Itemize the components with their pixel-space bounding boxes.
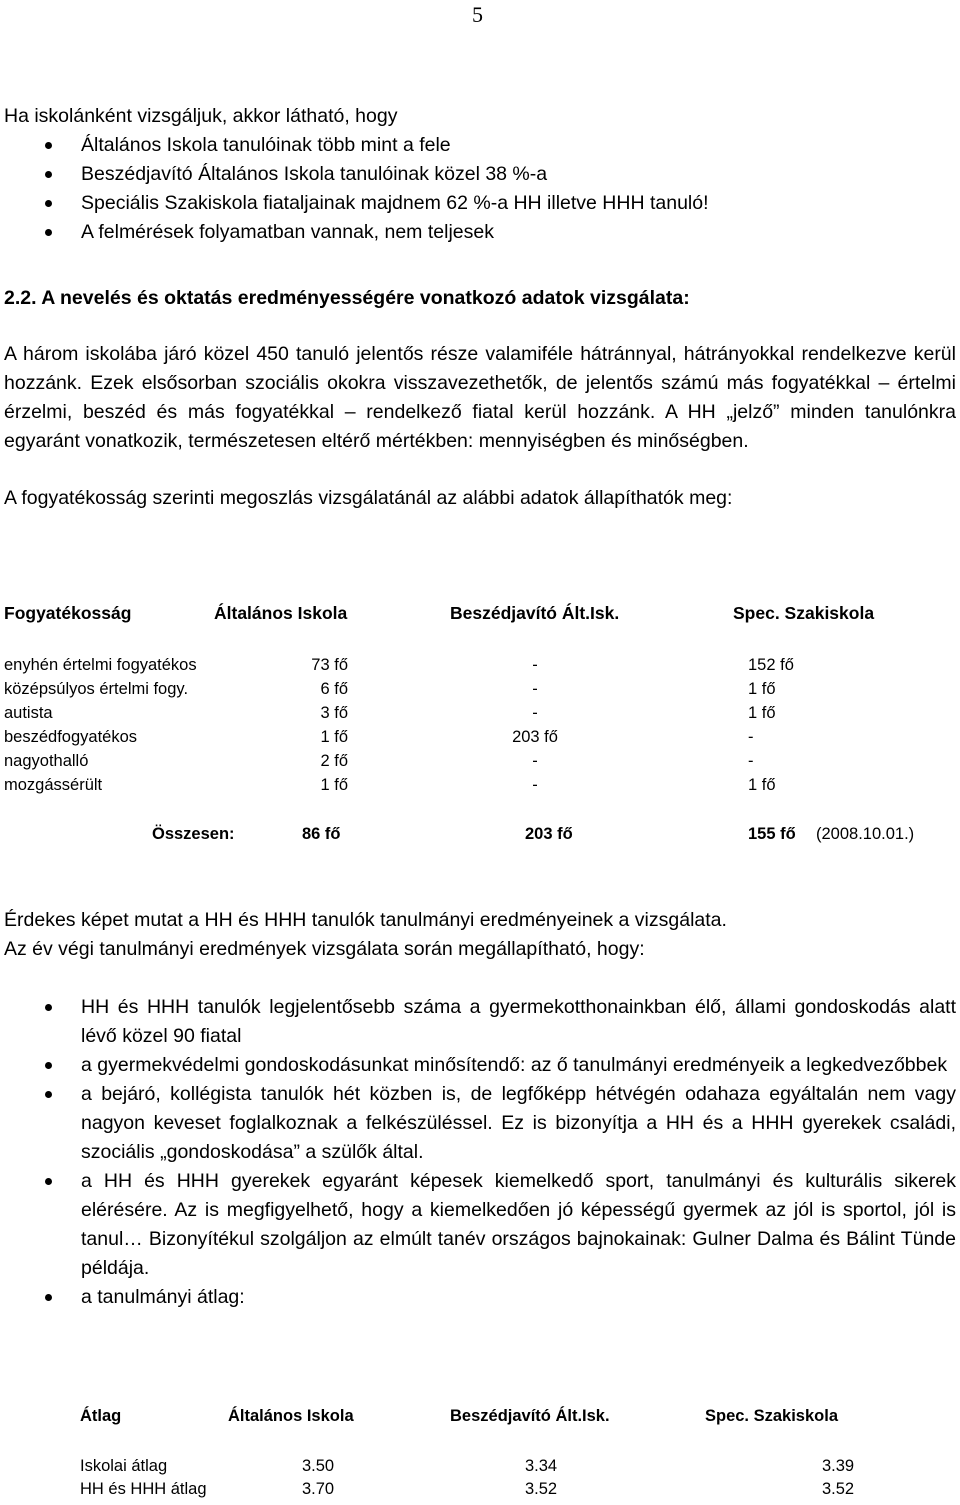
table-cell: 3.39 (822, 1457, 855, 1475)
table-header-cell: Átlag (80, 1407, 122, 1425)
total-label: Összesen: (152, 825, 235, 843)
table-cell: - (532, 704, 538, 722)
table-cell: középsúlyos értelmi fogy. (4, 680, 189, 698)
table-cell: - (748, 752, 754, 770)
total-value: 203 fő (525, 825, 573, 843)
intro-text: Ha iskolánként vizsgáljuk, akkor látható, hogy (4, 105, 398, 127)
table-cell: - (532, 656, 538, 674)
table-cell: beszédfogyatékos (4, 728, 138, 746)
table-cell: 1 fő (320, 776, 348, 794)
table-cell: - (532, 680, 538, 698)
total-value: 155 fő (748, 825, 796, 843)
table-cell: 1 fő (748, 680, 776, 698)
table-cell: HH és HHH átlag (80, 1480, 207, 1498)
total-value: 86 fő (302, 825, 341, 843)
table-cell: 2 fő (320, 752, 348, 770)
table-cell: - (748, 728, 754, 746)
list-item: HH és HHH tanulók legjelentősebb száma a gyermekotthonainkban élő, állami gondoskodás alatt lévő közel 90 fiatal (4, 993, 956, 1051)
table-cell: - (532, 752, 538, 770)
intro-bullet-list (4, 131, 956, 247)
list-item: a HH és HHH gyerekek egyaránt képesek kiemelkedő sport, tanulmányi és kulturális sikerek elérésére. Az is megfigyelhető, hogy a kiemelkedően jó képességű gyermek az jól is sportol, jól is tanul… Bizonyítékul szolgáljon az elmúlt tanév országos bajnokainak: Gulner Dalma és Bálint Tünde példája. (4, 1167, 956, 1283)
table-cell: 1 fő (748, 704, 776, 722)
section-paragraph: A három iskolába járó közel 450 tanuló jelentős része valamiféle hátránnyal, hátrányokkal rendelkezve kerül hozzánk. Ezek elsősorban szociális okokra visszavezethetők, de jelentős számú más fogyatékkal – értelmi érzelmi, beszéd és más fogyatékkal – rendelkező fiatal kerül hozzánk. A HH „jelző” minden tanulónkra egyaránt vonatkozik, természetesen eltérő mértékben: mennyiségben és minőségben. (4, 343, 956, 452)
list-item: a bejáró, kollégista tanulók hét közben is, de legfőképp hétvégén odahaza egyáltalán nem vagy nagyon keveset foglalkoznak a felkészüléssel. Ez is bizonyítja a HH és a HHH gyerekek családi, szociális „gondoskodása” a szülők által. (4, 1080, 956, 1167)
table-cell: 3.52 (525, 1480, 558, 1498)
page-number: 5 (472, 2, 483, 27)
list-item: A felmérések folyamatban vannak, nem teljesek (4, 218, 956, 247)
results-line-2: Az év végi tanulmányi eredmények vizsgálata során megállapítható, hogy: (4, 938, 645, 960)
table-cell: - (532, 776, 538, 794)
table-header-cell: Beszédjavító Ált.Isk. (450, 1407, 610, 1425)
results-bullet-list (4, 993, 956, 1312)
list-item: a gyermekvédelmi gondoskodásunkat minősítendő: az ő tanulmányi eredményeik a legkedvezőbbek (4, 1051, 956, 1080)
table-cell: 3 fő (320, 704, 348, 722)
table-cell: 1 fő (748, 776, 776, 794)
table-cell: 1 fő (320, 728, 348, 746)
table-cell: Iskolai átlag (80, 1457, 168, 1475)
table-cell: 3.70 (302, 1480, 335, 1498)
section-lead: A fogyatékosság szerinti megoszlás vizsgálatánál az alábbi adatok állapíthatók meg: (4, 487, 733, 509)
table-cell: 73 fő (311, 656, 348, 674)
table-cell: nagyothalló (4, 752, 89, 770)
total-date: (2008.10.01.) (816, 825, 915, 843)
list-item: Speciális Szakiskola fiataljainak majdnem 62 %-a HH illetve HHH tanuló! (4, 189, 956, 218)
table-cell: 152 fő (748, 656, 794, 674)
table-header-cell: Beszédjavító Ált.Isk. (450, 603, 620, 623)
list-item: Beszédjavító Általános Iskola tanulóinak közel 38 %-a (4, 160, 956, 189)
table-cell: 3.50 (302, 1457, 335, 1475)
list-item: Általános Iskola tanulóinak több mint a fele (4, 131, 956, 160)
table-cell: 203 fő (512, 728, 558, 746)
table-cell: enyhén értelmi fogyatékos (4, 656, 197, 674)
table-header-cell: Spec. Szakiskola (733, 603, 875, 623)
table-cell: 6 fő (320, 680, 348, 698)
table-cell: 3.52 (822, 1480, 855, 1498)
table-header-cell: Fogyatékosság (4, 603, 132, 623)
results-line-1: Érdekes képet mutat a HH és HHH tanulók tanulmányi eredményeinek a vizsgálata. (4, 909, 727, 931)
section-heading: 2.2. A nevelés és oktatás eredményességére vonatkozó adatok vizsgálata: (4, 287, 690, 309)
table-cell: autista (4, 704, 53, 722)
table-header-cell: Spec. Szakiskola (705, 1407, 838, 1425)
table-header-cell: Általános Iskola (214, 603, 348, 623)
list-item: a tanulmányi átlag: (4, 1283, 956, 1312)
table-header-cell: Általános Iskola (228, 1407, 354, 1425)
table-cell: mozgássérült (4, 776, 103, 794)
table-cell: 3.34 (525, 1457, 558, 1475)
